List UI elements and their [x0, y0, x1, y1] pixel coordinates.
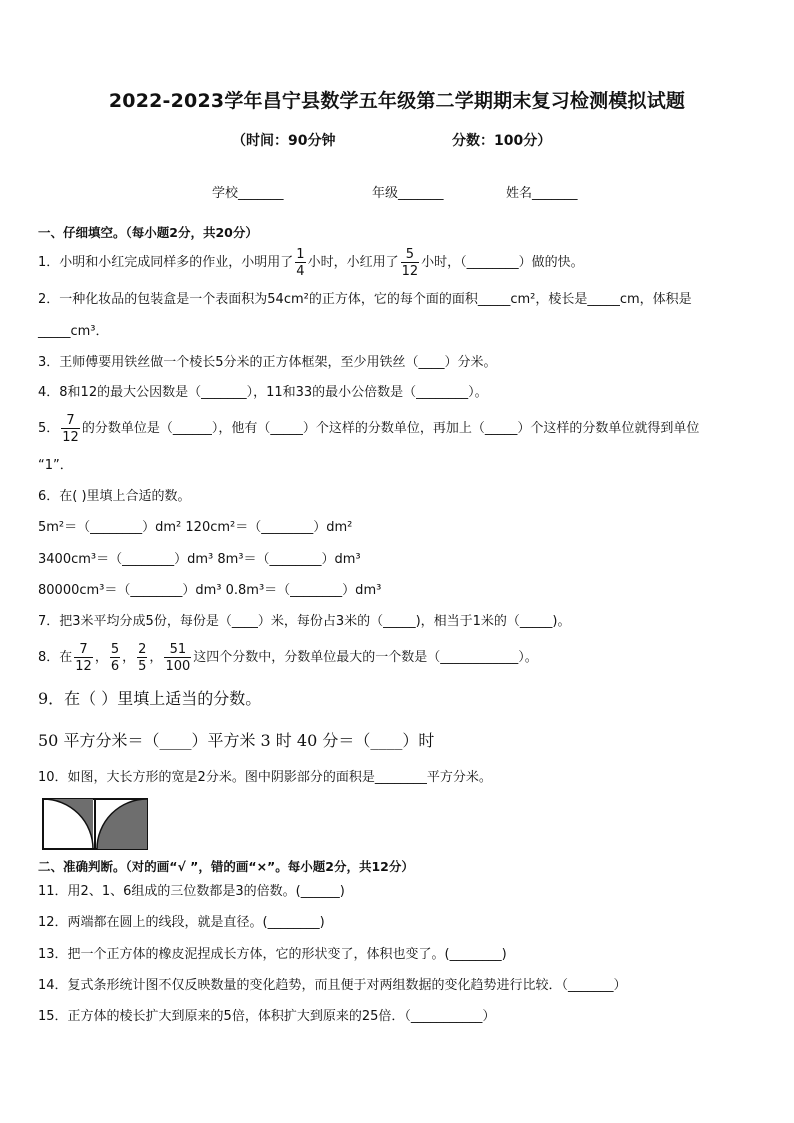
- question-7: 7．把3米平均分成5份，每份是（____）米，每份占3米的（_____)，相当于1米的（_____)。: [38, 614, 571, 629]
- question-9-line: 50 平方分米＝（____）平方米 3 时 40 分＝（____）时: [38, 731, 435, 750]
- grade-field: 年级_______: [372, 186, 444, 201]
- question-9: 9．在（ ）里填上适当的分数。: [38, 689, 262, 708]
- fraction: $\frac{7}{12}$: [62, 412, 79, 445]
- question-4: 4．8和12的最大公因数是（_______），11和33的最小公倍数是（________）。: [38, 385, 488, 400]
- question-6: 6．在( )里填上合适的数。: [38, 489, 191, 504]
- question-6-row3: 80000cm³＝（________）dm³ 0.8m³＝（________）dm³: [38, 583, 382, 598]
- question-10: 10．如图，大长方形的宽是2分米。图中阴影部分的面积是________平方分米。: [38, 770, 492, 785]
- question-11: 11．用2、1、6组成的三位数都是3的倍数。(______): [38, 884, 345, 899]
- shaded-rectangle-figure: [42, 798, 148, 850]
- question-5-line2: “1”．: [38, 458, 73, 473]
- school-field: 学校_______: [212, 186, 284, 201]
- section1-title: 一、仔细填空。（每小题2分，共20分）: [38, 225, 258, 240]
- question-12: 12．两端都在圆上的线段，就是直径。(________): [38, 915, 325, 930]
- fraction: $\frac{2}{5}$: [138, 641, 147, 674]
- shaded-right-region: [97, 799, 147, 849]
- question-2-line2: _____cm³．: [38, 324, 109, 339]
- fraction: $\frac{1}{4}$: [296, 246, 305, 279]
- fraction: $\frac{5}{6}$: [110, 641, 120, 674]
- question-6-row1: 5m²＝（________）dm² 120cm²＝（________）dm²: [38, 520, 353, 535]
- question-13: 13．把一个正方体的橡皮泥捏成长方体，它的形状变了，体积也变了。(________): [38, 947, 507, 962]
- question-5: 5． $\frac{7}{12}$ 的分数单位是（______），他有（_____）个这样的分数单位，再加上（_____）个这样的分数单位就得到单位: [38, 412, 700, 445]
- question-6-row2: 3400cm³＝（________）dm³ 8m³＝（________）dm³: [38, 552, 361, 567]
- question-15: 15．正方体的棱长扩大到原来的5倍，体积扩大到原来的25倍．（___________）: [38, 1009, 496, 1024]
- shaded-left-region: [43, 799, 93, 849]
- name-field: 姓名_______: [506, 186, 578, 201]
- fraction: $\frac{5}{12}$: [401, 246, 419, 279]
- section2-title: 二、准确判断。（对的画“√ ”，错的画“×”。每小题2分，共12分）: [38, 859, 414, 874]
- time-label: （时间：90分钟: [232, 133, 336, 149]
- exam-title: 2022-2023学年昌宁县数学五年级第二学期期末复习检测模拟试题: [108, 90, 686, 112]
- question-3: 3．王师傅要用铁丝做一个棱长5分米的正方体框架，至少用铁丝（____）分米。: [38, 355, 497, 370]
- question-2-line1: 2．一种化妆品的包装盒是一个表面积为54cm²的正方体，它的每个面的面积_____cm²，棱长是_____cm，体积是: [38, 292, 692, 307]
- question-8: 8．在 $\frac{7}{12}$ ， $\frac{5}{6}$ ， $\frac{2}{5}$ ， $\frac{51}{100}$ 这四个分数中，分数单位最大的一个数是（____________）。: [38, 641, 538, 674]
- fraction: $\frac{51}{100}$: [165, 641, 191, 674]
- question-14: 14．复式条形统计图不仅反映数量的变化趋势，而且便于对两组数据的变化趋势进行比较．（_______）: [38, 978, 627, 993]
- score-label: 分数：100分）: [452, 133, 552, 149]
- question-1: 1．小明和小红完成同样多的作业，小明用了 $\frac{1}{4}$ 小时，小红用了 $\frac{5}{12}$ 小时，（________）做的快。: [38, 246, 584, 279]
- fraction: $\frac{7}{12}$: [75, 641, 92, 674]
